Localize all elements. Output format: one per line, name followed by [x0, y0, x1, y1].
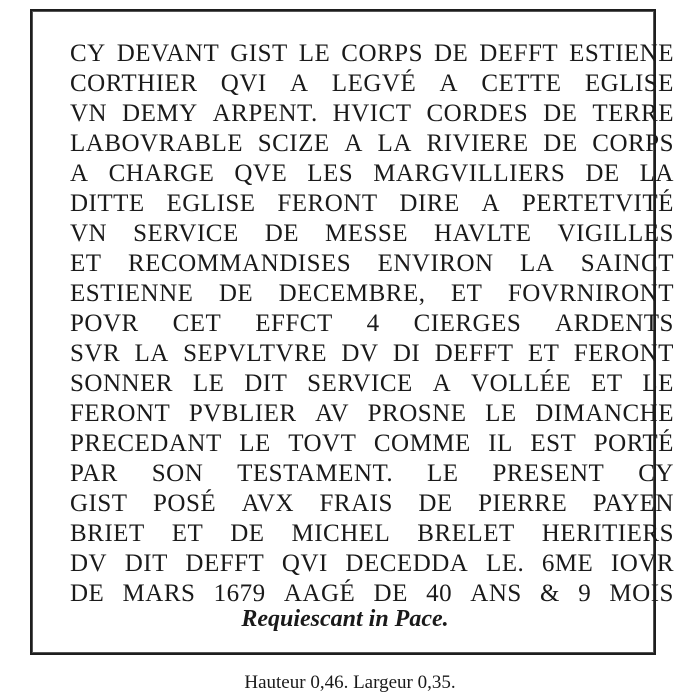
inscription-word: LE	[427, 460, 459, 487]
inscription-word: MARS	[122, 580, 196, 607]
inscription-word: SCIZE	[257, 130, 330, 157]
inscription-word: DE	[543, 130, 578, 157]
inscription-word: DEFFT	[479, 40, 559, 67]
inscription-word: POVR	[70, 310, 139, 337]
inscription-word: SERVICE	[133, 220, 239, 247]
inscription-word: IOVR	[610, 550, 674, 577]
inscription-word: VOLLÉE	[471, 370, 572, 397]
inscription-word: PERTETVITÉ	[521, 190, 674, 217]
inscription-word: CORTHIER	[70, 70, 198, 97]
inscription-line	[70, 339, 674, 369]
inscription-line	[70, 489, 674, 519]
inscription-word: LES	[307, 160, 354, 187]
inscription-line	[70, 399, 674, 429]
inscription-word: LE	[642, 370, 674, 397]
inscription-word: DI	[392, 340, 421, 367]
inscription-word: A	[439, 70, 459, 97]
inscription-word: GIST	[70, 490, 128, 517]
inscription-word: DE	[218, 280, 254, 307]
inscription-word: PROSNE	[367, 400, 467, 427]
inscription-word: LE	[239, 430, 271, 457]
inscription-word: EST	[530, 430, 577, 457]
inscription-word: 6ME	[541, 550, 594, 577]
inscription-word: CIERGES	[413, 310, 522, 337]
inscription-word: DE	[70, 580, 105, 607]
inscription-line	[70, 219, 674, 249]
inscription-line	[70, 279, 674, 309]
inscription-word: SONNER	[70, 370, 174, 397]
inscription-word: POSÉ	[153, 490, 217, 517]
inscription-word: FERONT	[277, 190, 378, 217]
inscription-word: DV	[70, 550, 108, 577]
inscription-word: RIVIERE	[426, 130, 529, 157]
inscription-word: A	[289, 70, 309, 97]
inscription-word: COMME	[373, 430, 471, 457]
inscription-word: EGLISE	[584, 70, 674, 97]
inscription-word: DE	[585, 160, 620, 187]
inscription-word: PRECEDANT	[70, 430, 222, 457]
inscription-line	[70, 579, 674, 609]
inscription-word: ET	[527, 340, 560, 367]
inscription-line	[70, 249, 674, 279]
inscription-word: LE	[298, 40, 331, 67]
inscription-word: AV	[315, 400, 350, 427]
inscription-word: A	[432, 370, 452, 397]
inscription-word: ET	[171, 520, 204, 547]
closing-phrase: Requiescant in Pace.	[241, 606, 449, 632]
inscription-line	[70, 459, 674, 489]
inscription-word: VN	[70, 220, 108, 247]
inscription-line	[70, 429, 674, 459]
inscription-word: QVI	[281, 550, 328, 577]
inscription-word: EFFCT	[255, 310, 333, 337]
inscription-word: CY	[70, 40, 106, 67]
inscription-word: AAGÉ	[283, 580, 356, 607]
inscription-word: SAINCT	[580, 250, 674, 277]
inscription-word: 1679	[213, 580, 266, 607]
inscription-word: DV	[341, 340, 379, 367]
inscription-word: VN	[70, 100, 108, 127]
inscription-word: DE	[373, 580, 408, 607]
inscription-word: CY	[638, 460, 674, 487]
inscription-word: SVR	[70, 340, 121, 367]
inscription-word: DE	[433, 40, 469, 67]
inscription-word: CHARGE	[108, 160, 215, 187]
inscription-word: LA	[519, 250, 555, 277]
inscription-word: DEFFT	[434, 340, 514, 367]
inscription-word: ESTIENNE	[70, 280, 194, 307]
inscription-word: RECOMMANDISES	[127, 250, 352, 277]
inscription-word: PIERRE	[478, 490, 568, 517]
inscription-word: TESTAMENT.	[237, 460, 394, 487]
inscription-line	[70, 159, 674, 189]
inscription-word: MOIS	[609, 580, 674, 607]
inscription-word: QVI	[220, 70, 267, 97]
inscription-word: CORPS	[341, 40, 423, 67]
inscription-word: ET	[70, 250, 102, 277]
inscription-word: AVX	[241, 490, 295, 517]
inscription-word: ESTIENE	[569, 40, 674, 67]
inscription-line	[70, 39, 674, 69]
inscription-word: TOVT	[288, 430, 357, 457]
inscription-word: DECEMBRE,	[278, 280, 426, 307]
inscription-word: ARDENTS	[555, 310, 674, 337]
inscription-word: ANS	[470, 580, 522, 607]
inscription-word: FOVRNIRONT	[507, 280, 674, 307]
inscription-word: 9	[578, 580, 592, 607]
inscription-line	[70, 189, 674, 219]
inscription-line	[70, 309, 674, 339]
inscription-word: MICHEL	[291, 520, 391, 547]
inscription-word: DEFFT	[185, 550, 265, 577]
inscription-word: DIMANCHE	[535, 400, 674, 427]
dimensions-caption: Hauteur 0,46. Largeur 0,35.	[244, 672, 456, 693]
inscription-word: PORTÉ	[593, 430, 674, 457]
inscription-line	[70, 69, 674, 99]
inscription-word: 4	[366, 310, 380, 337]
inscription-word: ET	[450, 280, 483, 307]
inscription-word: HERITIERS	[541, 520, 674, 547]
inscription-word: FERONT	[573, 340, 674, 367]
inscription-word: EGLISE	[166, 190, 256, 217]
inscription-word: MESSE	[324, 220, 409, 247]
inscription-word: CET	[172, 310, 222, 337]
inscription-word: BRIET	[70, 520, 145, 547]
inscription-plaque	[30, 9, 674, 655]
inscription-word: HVICT	[332, 100, 412, 127]
inscription-word: DE	[543, 100, 578, 127]
inscription-word: A	[481, 190, 501, 217]
inscription-word: FRAIS	[319, 490, 393, 517]
inscription-word: DIT	[244, 370, 288, 397]
inscription-word: CORPS	[592, 130, 674, 157]
inscription-word: &	[540, 580, 560, 607]
inscription-word: DIT	[124, 550, 168, 577]
inscription-word: ARPENT.	[212, 100, 318, 127]
inscription-line	[70, 369, 674, 399]
inscription-word: DE	[264, 220, 300, 247]
inscription-word: SEPVLTVRE	[183, 340, 328, 367]
inscription-word: ET	[591, 370, 623, 397]
inscription-word: GIST	[230, 40, 288, 67]
inscription-word: DE	[230, 520, 265, 547]
inscription-word: A	[344, 130, 363, 157]
inscription-word: ENVIRON	[377, 250, 494, 277]
inscription-word: FERONT	[70, 400, 171, 427]
inscription-word: LEGVÉ	[331, 70, 417, 97]
inscription-word: PAYEN	[592, 490, 674, 517]
inscription-word: QVE	[234, 160, 288, 187]
inscription-line	[70, 99, 674, 129]
inscription-word: LA	[134, 340, 169, 367]
inscription-word: PAR	[70, 460, 118, 487]
inscription-word: PVBLIER	[188, 400, 297, 427]
inscription-word: PRESENT	[492, 460, 605, 487]
inscription-word: TERRE	[592, 100, 674, 127]
inscription-word: VIGILLES	[557, 220, 674, 247]
inscription-word: DEVANT	[116, 40, 220, 67]
inscription-text	[70, 39, 674, 609]
inscription-word: DIRE	[399, 190, 460, 217]
inscription-word: DE	[418, 490, 453, 517]
inscription-word: DECEDDA	[345, 550, 469, 577]
inscription-word: A	[70, 160, 89, 187]
inscription-line	[70, 519, 674, 549]
inscription-word: CORDES	[426, 100, 529, 127]
inscription-word: LE.	[485, 550, 525, 577]
inscription-word: 40	[426, 580, 453, 607]
inscription-line	[70, 129, 674, 159]
inscription-word: MARGVILLIERS	[373, 160, 566, 187]
inscription-word: BRELET	[417, 520, 515, 547]
inscription-word: DITTE	[70, 190, 145, 217]
inscription-word: LABOVRABLE	[70, 130, 244, 157]
inscription-word: SON	[151, 460, 204, 487]
inscription-word: HAVLTE	[434, 220, 532, 247]
inscription-word: CETTE	[481, 70, 562, 97]
inscription-word: SERVICE	[307, 370, 413, 397]
inscription-line	[70, 549, 674, 579]
inscription-word: LE	[192, 370, 225, 397]
inscription-word: LA	[639, 160, 674, 187]
inscription-word: LA	[377, 130, 412, 157]
inscription-word: IL	[488, 430, 513, 457]
inscription-word: LE	[485, 400, 517, 427]
inscription-word: DEMY	[122, 100, 198, 127]
